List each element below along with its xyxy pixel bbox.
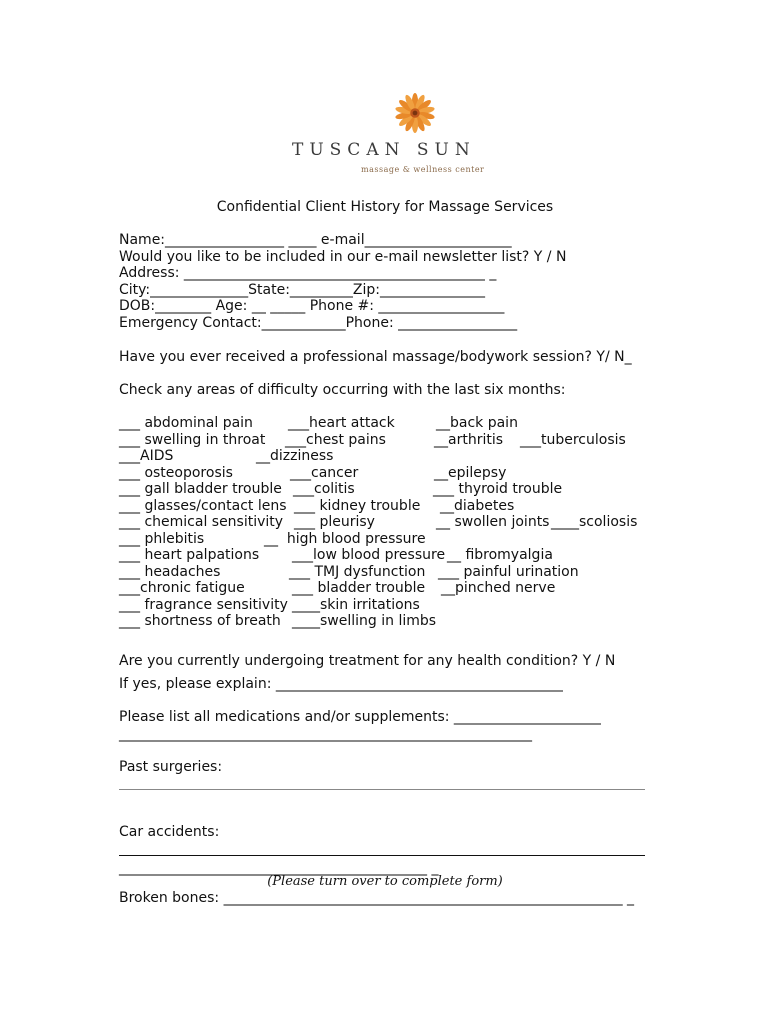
condition-item[interactable]: ___ abdominal pain bbox=[119, 415, 253, 431]
flower-icon bbox=[394, 92, 436, 134]
condition-item[interactable]: ____skin irritations bbox=[292, 596, 420, 613]
massage-before-question[interactable]: Have you ever received a professional massage/bodywork session? Y/ N_ bbox=[119, 349, 632, 365]
medications-continuation[interactable]: ___________________________________________________________ bbox=[119, 726, 532, 742]
condition-item[interactable]: __diabetes bbox=[440, 497, 515, 514]
city-state-zip-line[interactable]: City:______________State:_________Zip:_______________ bbox=[119, 282, 485, 298]
condition-item[interactable]: ___ chemical sensitivity bbox=[119, 514, 284, 530]
condition-item[interactable]: ____scoliosis bbox=[551, 514, 638, 530]
condition-item[interactable]: __back pain bbox=[436, 415, 518, 431]
condition-item[interactable]: ___ thyroid trouble bbox=[433, 481, 563, 497]
condition-item[interactable]: ___low blood pressure bbox=[292, 547, 446, 563]
name-email-line[interactable]: Name:_________________ ____ e-mail_____________________ bbox=[119, 232, 512, 248]
condition-item[interactable]: ___chest pains bbox=[285, 431, 386, 448]
condition-item[interactable]: __epilepsy bbox=[434, 464, 507, 481]
condition-item[interactable]: ___ osteoporosis bbox=[119, 464, 233, 481]
condition-item[interactable]: ___ glasses/contact lens bbox=[119, 497, 287, 514]
turn-over-note: (Please turn over to complete form) bbox=[267, 874, 503, 889]
condition-item[interactable]: ___ phlebitis bbox=[119, 530, 205, 547]
treatment-question[interactable]: Are you currently undergoing treatment for any health condition? Y / N bbox=[119, 653, 616, 669]
condition-item[interactable]: ___heart attack bbox=[288, 415, 395, 431]
dob-age-phone-line[interactable]: DOB:________ Age: __ _____ Phone #: __________________ bbox=[119, 298, 505, 314]
address-line[interactable]: Address: ___________________________________________ _ bbox=[119, 265, 497, 281]
past-surgeries-label: Past surgeries: bbox=[119, 759, 223, 775]
condition-item[interactable]: ___ gall bladder trouble bbox=[119, 481, 282, 497]
condition-item[interactable]: ___ painful urination bbox=[438, 563, 579, 580]
condition-item[interactable]: ___ headaches bbox=[119, 563, 221, 580]
condition-item[interactable]: ___chronic fatigue bbox=[119, 580, 245, 596]
condition-item[interactable]: ___ TMJ dysfunction bbox=[289, 563, 426, 580]
condition-item[interactable]: ___AIDS bbox=[119, 448, 174, 464]
logo bbox=[0, 88, 770, 188]
broken-bones-field[interactable]: Broken bones: _________________________________________________________ _ bbox=[119, 890, 635, 906]
past-surgeries-field[interactable] bbox=[119, 789, 645, 790]
condition-item[interactable]: ___ shortness of breath bbox=[119, 613, 281, 629]
medications-field[interactable]: Please list all medications and/or supplements: _____________________ bbox=[119, 709, 601, 725]
treatment-explain-field[interactable]: If yes, please explain: _________________________________________ bbox=[119, 676, 563, 692]
condition-item[interactable]: ___colitis bbox=[293, 481, 355, 497]
condition-item[interactable]: __ fibromyalgia bbox=[447, 547, 553, 563]
difficulty-intro: Check any areas of difficulty occurring with the last six months: bbox=[119, 382, 566, 398]
condition-item[interactable]: __ swollen joints bbox=[436, 514, 550, 530]
brand-tagline: massage & wellness center bbox=[361, 165, 485, 174]
page-title: Confidential Client History for Massage Services bbox=[216, 199, 554, 215]
condition-item[interactable]: ___ swelling in throat bbox=[119, 431, 266, 448]
condition-item[interactable]: ___ fragrance sensitivity bbox=[119, 596, 288, 613]
condition-item[interactable]: ___ kidney trouble bbox=[294, 497, 421, 514]
condition-item[interactable]: __pinched nerve bbox=[441, 580, 556, 596]
condition-item[interactable]: __arthritis bbox=[434, 431, 504, 448]
condition-item[interactable]: __ high blood pressure bbox=[264, 530, 426, 547]
condition-item[interactable]: ___ bladder trouble bbox=[292, 580, 426, 596]
condition-item[interactable]: ___ heart palpations bbox=[119, 547, 260, 563]
car-accidents-continuation[interactable]: ____________________________________________ _ bbox=[119, 860, 439, 876]
car-accidents-field[interactable] bbox=[119, 855, 645, 856]
car-accidents-label: Car accidents: bbox=[119, 824, 220, 840]
brand-name: TUSCAN SUN bbox=[292, 140, 476, 160]
condition-item[interactable]: ___cancer bbox=[290, 464, 359, 481]
condition-item[interactable]: ___ pleurisy bbox=[294, 514, 375, 530]
emergency-contact-line[interactable]: Emergency Contact:____________Phone: _________________ bbox=[119, 315, 518, 331]
condition-item[interactable]: ___tuberculosis bbox=[520, 431, 626, 448]
condition-item[interactable]: ____swelling in limbs bbox=[292, 613, 437, 629]
newsletter-line[interactable]: Would you like to be included in our e-mail newsletter list? Y / N bbox=[119, 249, 567, 265]
condition-item[interactable]: __dizziness bbox=[256, 448, 334, 464]
